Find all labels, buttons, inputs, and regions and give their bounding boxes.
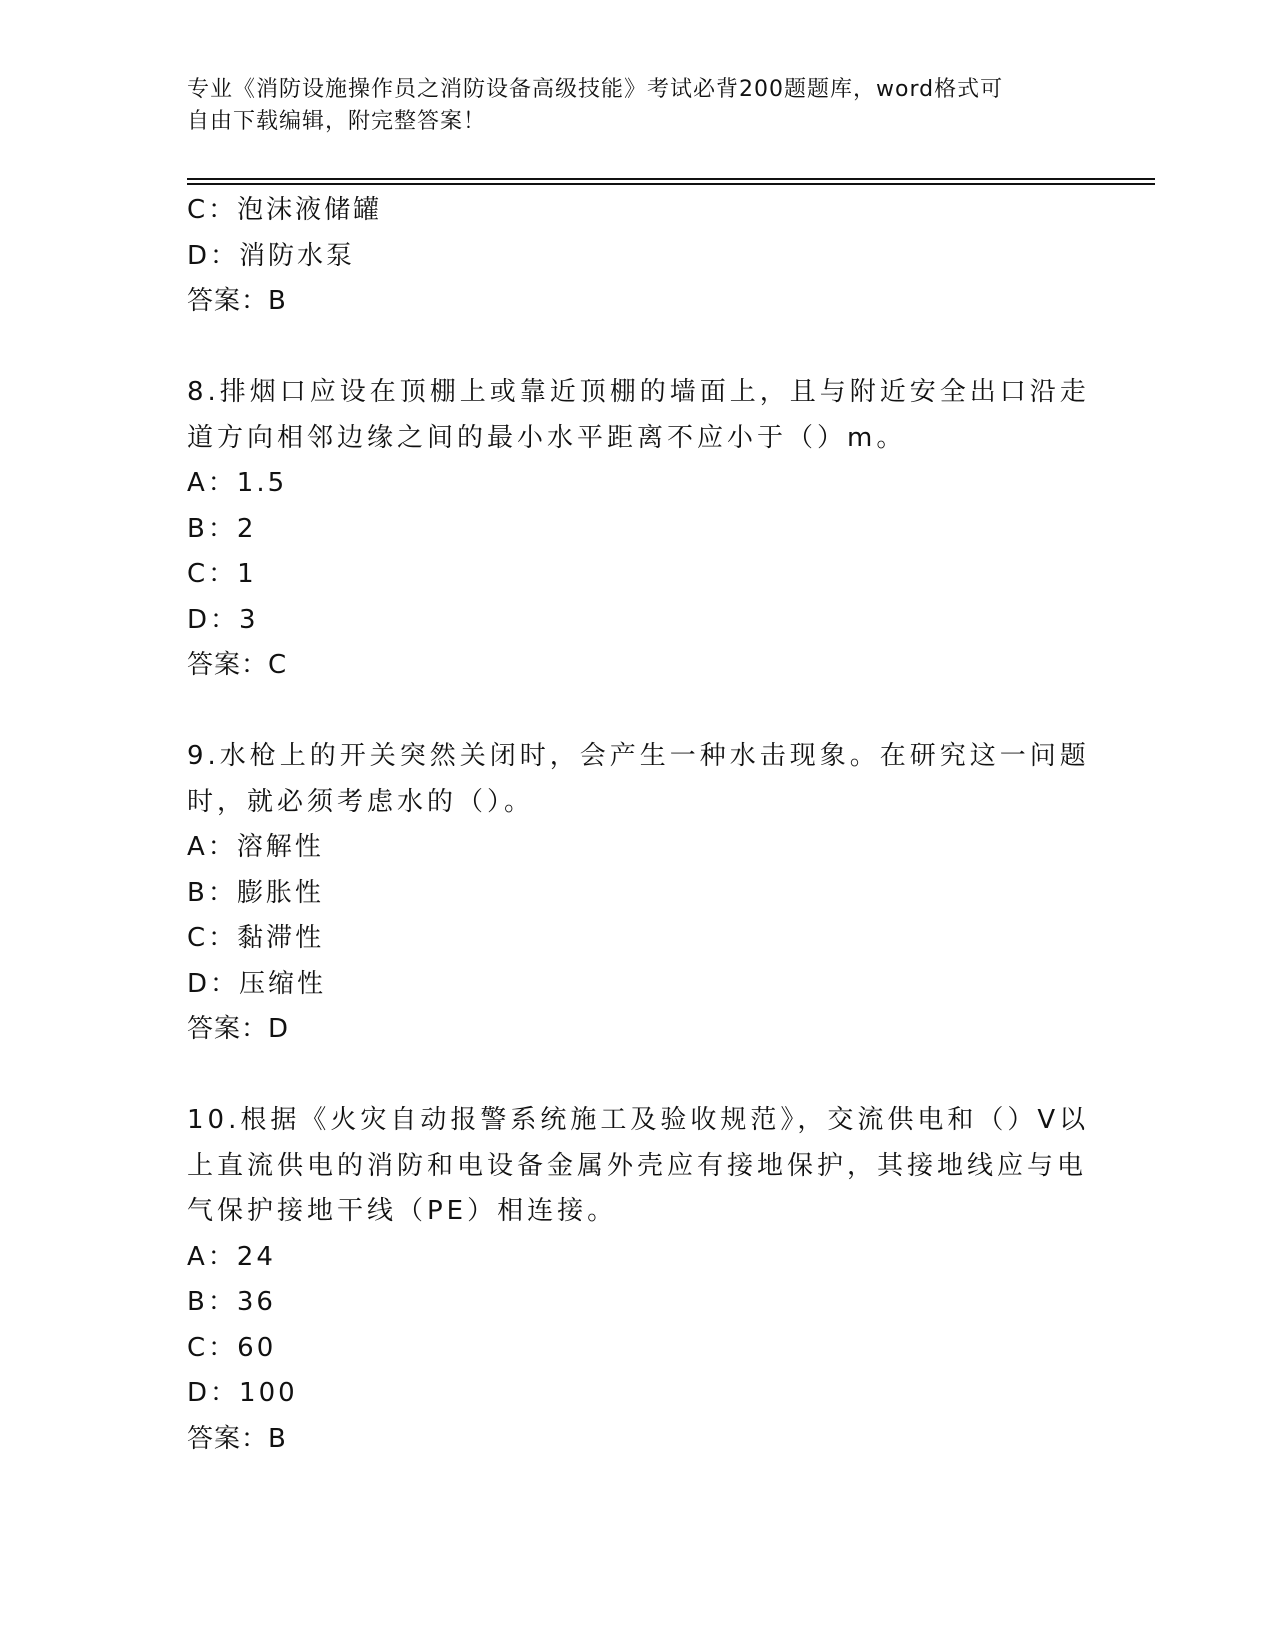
option-line: C：60	[187, 1332, 277, 1363]
option-line: A：溶解性	[187, 832, 324, 862]
option-line: B：36	[187, 1287, 276, 1317]
spacer	[187, 1053, 1067, 1099]
question-stem-line: 8.排烟口应设在顶棚上或靠近顶棚的墙面上，且与附近安全出口沿走	[187, 377, 1090, 407]
question-8	[187, 370, 1090, 689]
option-line: D：压缩性	[187, 968, 327, 999]
option-line: A：1.5	[187, 468, 288, 498]
question-9	[187, 734, 1090, 1053]
question-stem-line: 道方向相邻边缘之间的最小水平距离不应小于（）m。	[187, 422, 907, 453]
option-line: C：黏滞性	[187, 923, 325, 953]
answer-line: 答案：B	[187, 1423, 287, 1454]
prev-question-tail	[187, 188, 1067, 325]
option-line: B：膨胀性	[187, 877, 324, 908]
spacer	[187, 325, 1067, 371]
option-line: B：2	[187, 513, 257, 544]
option-line: C：泡沫液储罐	[187, 195, 383, 225]
header-rule-top	[187, 178, 1155, 180]
document-header	[187, 74, 1067, 138]
question-stem-line: 上直流供电的消防和电设备金属外壳应有接地保护，其接地线应与电	[187, 1150, 1088, 1181]
question-stem-line: 10.根据《火灾自动报警系统施工及验收规范》，交流供电和（）V以	[187, 1105, 1090, 1135]
header-rule-bottom	[187, 183, 1155, 185]
question-list	[187, 188, 1090, 1462]
option-line: A：24	[187, 1241, 276, 1272]
answer-line: 答案：C	[187, 650, 288, 680]
option-line: D：消防水泵	[187, 240, 356, 271]
question-10	[187, 1098, 1090, 1462]
spacer	[187, 689, 1067, 735]
question-stem-line: 气保护接地干线（PE）相连接。	[187, 1196, 618, 1226]
option-line: D：100	[187, 1378, 298, 1408]
answer-line: 答案：B	[187, 286, 287, 316]
question-stem-line: 9.水枪上的开关突然关闭时，会产生一种水击现象。在研究这一问题	[187, 741, 1090, 771]
header-line-1: 专业《消防设施操作员之消防设备高级技能》考试必背200题题库，word格式可	[187, 77, 1004, 102]
header-line-2: 自由下载编辑，附完整答案！	[187, 109, 487, 134]
option-line: D：3	[187, 604, 259, 635]
option-line: C：1	[187, 559, 257, 589]
question-stem-line: 时，就必须考虑水的（）。	[187, 786, 535, 817]
answer-line: 答案：D	[187, 1014, 290, 1044]
